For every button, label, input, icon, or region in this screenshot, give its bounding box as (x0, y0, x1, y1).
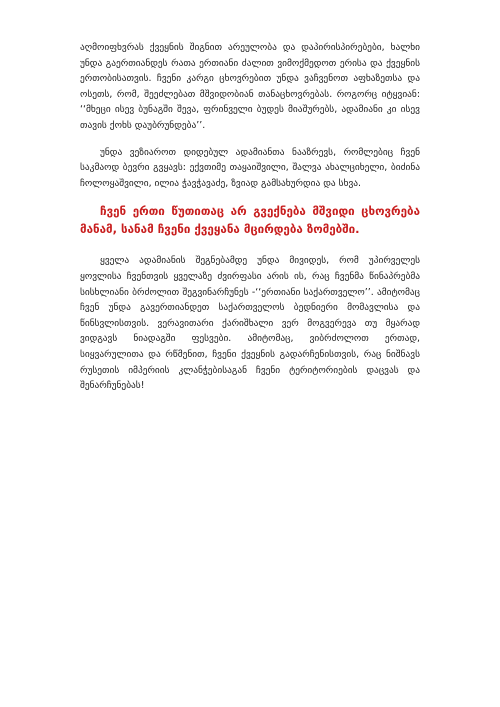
paragraph-2: უნდა ვეზიაროთ დიდებულ ადამიანთა ნააზრევს, რომლებიც ჩვენ საკმაოდ ბევრი გვყავს: ექვთიმე თაყაიშვილი, შალვა ახალციხელი, ბიძინა ჩოლოყაშვილი, ილია ჭავჭავაძე, ზვიად გამსახურდია და სხვა. (80, 146, 420, 189)
paragraph-1: აღმოიფხვრას ქვეყნის შიგნით არეულობა და დაპირისპირებები, ხალხი უნდა გაერთიანდეს რათა ერთიანი ძალით ვიმოქმედოთ ერისა და ქვეყნის ერთობისათვის. ჩვენი კარგი ცხოვრებით უნდა ვაჩვენოთ აფხაზეთსა და ოსეთს, რომ, შეეძლებათ მშვიდობიან თანაცხოვრებას. როგორც იტყვიან: ‘‘მხეცი ისევ ბუნაგში შევა, ფრინველი ბუდეს მიაშურებს, ადამიანი კი ისევ თავის ქოხს დაუბრუნდება’’. (80, 42, 420, 131)
highlighted-statement: ჩვენ ერთი წუთითაც არ გვექნება მშვიდი ცხოვრება მანამ, სანამ ჩვენი ქვეყანა მცირდება ზომებში. (80, 204, 420, 237)
document-body (80, 40, 420, 405)
paragraph-3: ყველა ადამიანის შეგნებამდე უნდა მივიდეს, რომ უპირველეს ყოვლისა ჩვენთვის ყველაზე ძვირფასი არის ის, რაც ჩვენმა წინაპრებმა სისხლიანი ბრძოლით შეგვინარჩუნეს -‘‘ერთიანი საქართველო’’. ამიტომაც ჩვენ უნდა გავერთიანდეთ საქართველოს ბედნიერი მომავლისა და წინსვლისთვის. ვერავითარი ქარიშხალი ვერ მოგვერევა თუ მყარად ვიდგავს ნიადაგში ფესვები. ამიტომაც, ვიბრძოლოთ ერთად, სიყვარულითა და რწმენით, ჩვენი ქვეყნის გადარჩენისთვის, რაც ნიშნავს რუსეთის იმპერიის კლანჭებისაგან ჩვენი ტერიტორიების დაცვას და შენარჩუნებას! (80, 255, 420, 392)
